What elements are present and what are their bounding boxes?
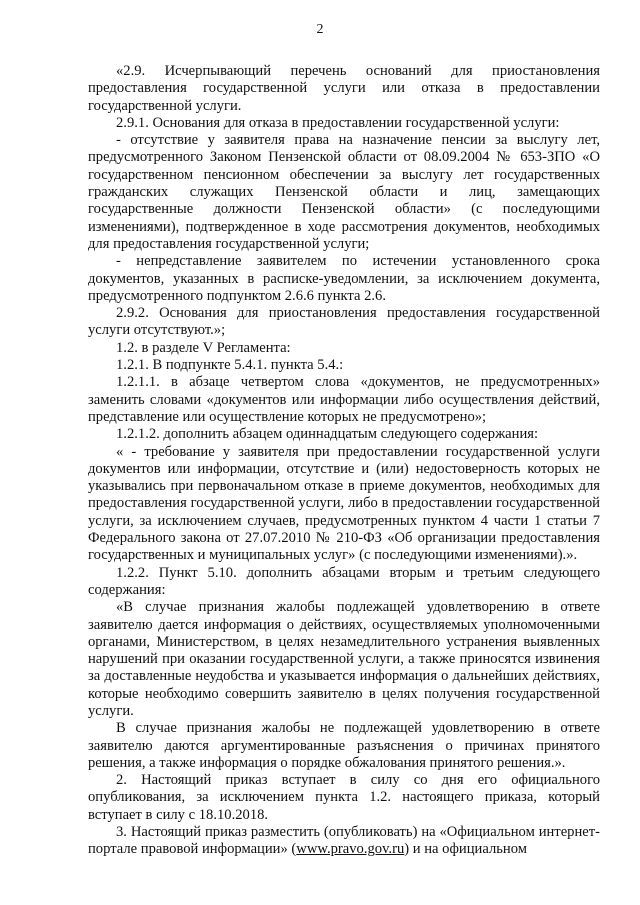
- paragraph-1-2-2: 1.2.2. Пункт 5.10. дополнить абзацами вторым и третьим следующего содержания:: [88, 564, 600, 598]
- paragraph-1-2: 1.2. в разделе V Регламента:: [116, 339, 291, 356]
- paragraph-refusal-ground-2: - непредставление заявителем по истечении установленного срока документов, указанных в расписке-уведомлении, за исключением документа, предусмотренного подпунктом 2.6.6 пункта 2.6.: [88, 253, 600, 304]
- page-number: 2: [316, 22, 324, 37]
- paragraph-3-publication: [88, 824, 600, 859]
- paragraph-1-2-1-1: 1.2.1.1. в абзаце четвертом слова «документов, не предусмотренных» заменить словами «документов или информации либо осуществления действий, представление или осуществление которых не предусмотрено»;: [88, 374, 600, 425]
- paragraph-2-9-1: 2.9.1. Основания для отказа в предоставлении государственной услуги:: [116, 114, 560, 131]
- paragraph-1-2-1: 1.2.1. В подпункте 5.4.1. пункта 5.4.:: [116, 357, 344, 374]
- publication-text-before: 3. Настоящий приказ разместить (опубликовать) на «Официальном интернет-портале правовой информации» (: [88, 824, 600, 858]
- paragraph-refusal-ground-1: - отсутствие у заявителя права на назначение пенсии за выслугу лет, предусмотренного Законом Пензенской области от 08.09.2004 № 653-ЗПО «О государственном пенсионном обеспечении за выслугу лет государственных гражданских служащих Пензенской области и лиц, замещающих государственные должности Пензенской области» (с последующими изменениями), подтвержденное в ходе рассмотрения документов, необходимых для предоставления государственной услуги;: [88, 132, 600, 252]
- paragraph-complaint-upheld: «В случае признания жалобы подлежащей удовлетворению в ответе заявителю дается информация о действиях, осуществляемых уполномоченными органами, Министерством, в целях незамедлительного устранения выявленных нарушений при оказании государственной услуги, а также приносятся извинения за доставленные неудобства и указывается информация о дальнейших действиях, которые необходимо совершить заявителю в целях получения государственной услуги.: [88, 599, 600, 719]
- paragraph-2-effective-date: 2. Настоящий приказ вступает в силу со дня его официального опубликования, за исключением пункта 1.2. настоящего приказа, который вступает в силу с 18.10.2018.: [88, 772, 600, 823]
- paragraph-2-9-2: 2.9.2. Основания для приостановления предоставления государственной услуги отсутствуют.»;: [88, 305, 600, 339]
- paragraph-2-9: «2.9. Исчерпывающий перечень оснований для приостановления предоставления государственной услуги или отказа в предоставлении государственной услуги.: [88, 63, 600, 114]
- publication-text-after: ) и на официальном: [404, 841, 527, 858]
- pravo-gov-link[interactable]: www.pravo.gov.ru: [296, 841, 405, 858]
- paragraph-complaint-rejected: В случае признания жалобы не подлежащей удовлетворению в ответе заявителю даются аргументированные разъяснения о причинах принятого решения, а также информация о порядке обжалования принятого решения.».: [88, 720, 600, 771]
- paragraph-1-2-1-2: 1.2.1.2. дополнить абзацем одиннадцатым следующего содержания:: [116, 426, 539, 443]
- document-body: [88, 63, 600, 859]
- paragraph-eleventh-clause: « - требование у заявителя при предоставлении государственной услуги документов или информации, отсутствие и (или) недостоверность которых не указывались при первоначальном отказе в приеме документов, необходимых для предоставления государственной услуги, либо в предоставлении государственной услуги, за исключением случаев, предусмотренных пунктом 4 части 1 статьи 7 Федерального закона от 27.07.2010 № 210-ФЗ «Об организации предоставления государственных и муниципальных услуг» (с последующими изменениями).».: [88, 443, 600, 564]
